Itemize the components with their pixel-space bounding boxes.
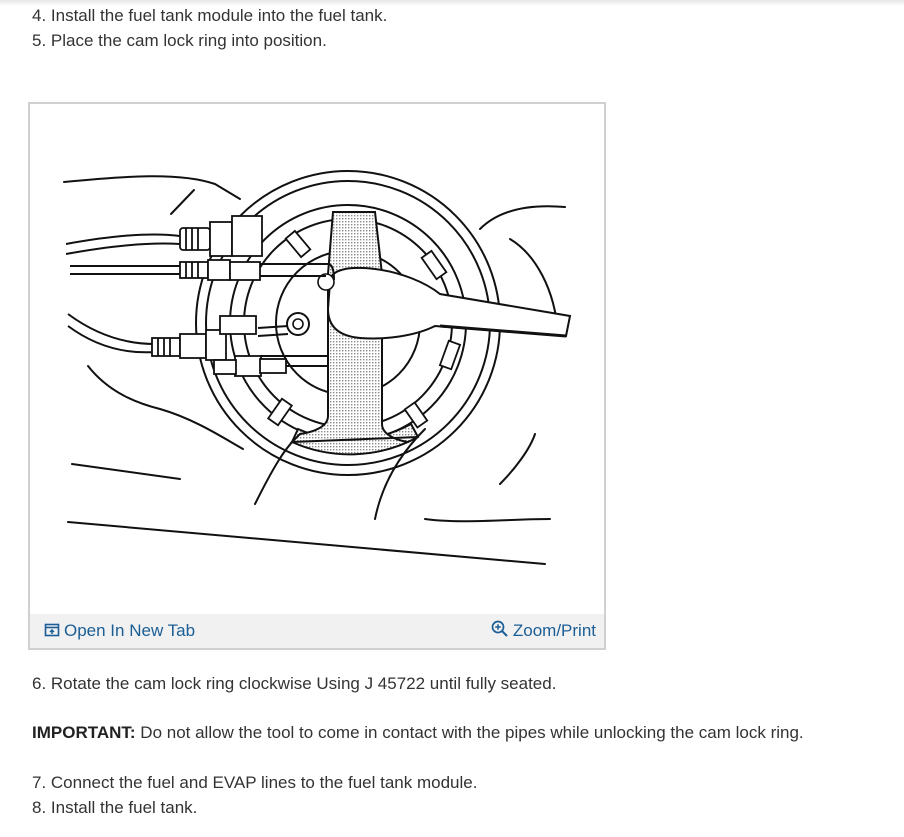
zoom-print-link[interactable] — [491, 620, 596, 642]
figure-frame — [28, 102, 606, 650]
zoom-print-label: Zoom/Print — [512, 621, 596, 640]
fuel-tank-module-diagram — [30, 104, 604, 614]
step-8-text: 8. Install the fuel tank. — [32, 798, 198, 817]
zoom-icon — [491, 620, 509, 638]
step-7-text: 7. Connect the fuel and EVAP lines to the fuel tank module. — [32, 773, 478, 792]
important-label: IMPORTANT: — [32, 723, 136, 742]
important-text: Do not allow the tool to come in contact with the pipes while unlocking the cam lock ring. — [135, 723, 804, 742]
open-in-new-tab-link[interactable] — [44, 620, 195, 642]
open-new-tab-icon — [44, 622, 60, 638]
step-4-text: 4. Install the fuel tank module into the fuel tank. — [32, 6, 388, 25]
open-in-new-tab-label: Open In New Tab — [64, 621, 196, 640]
step-5-text: 5. Place the cam lock ring into position. — [32, 31, 327, 50]
important-note — [32, 723, 804, 743]
step-6-text: 6. Rotate the cam lock ring clockwise Using J 45722 until fully seated. — [32, 674, 557, 693]
figure-footer — [30, 614, 604, 648]
